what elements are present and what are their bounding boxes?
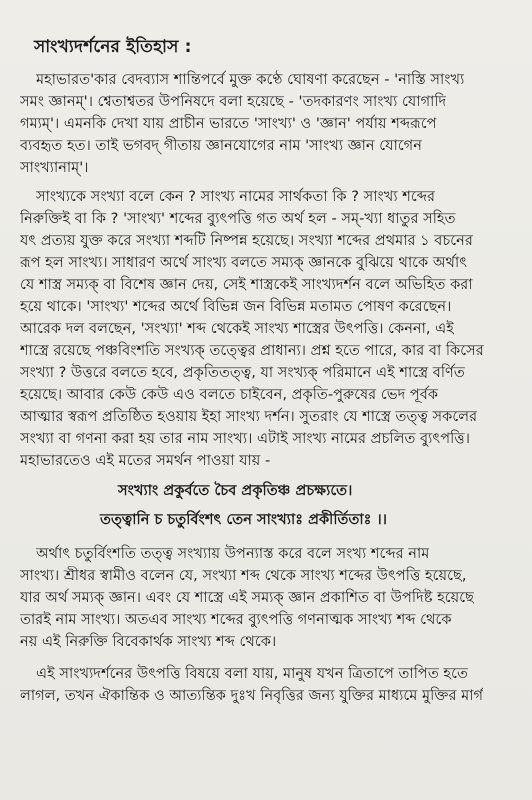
text-line: সাংখ্য। শ্রীধর স্বামীও বলেন যে, সংখ্যা শব্দ থেকে সাংখ্য শব্দের উৎপত্তি হয়েছে, (20, 567, 467, 584)
page-heading: সাংখ্যদর্শনের ইতিহাস : (34, 37, 192, 57)
text-line: যে শাস্ত্র সম্যক্ বা বিশেষ জ্ঞান দেয়, সেই শাস্ত্রকেই সাংখ্যদর্শন বলে অভিহিত করা (20, 276, 473, 293)
text-line: সাংখ্যানাম্'। (20, 159, 89, 176)
text-line: নয় এই নিরুক্তি বিবেকার্থক সাংখ্য শব্দ থেকে। (20, 633, 277, 650)
text-line: আরেক দল বলছেন, 'সংখ্যা' শব্দ থেকেই সাংখ্য শাস্ত্রের উৎপত্তি। কেননা, এই (20, 320, 454, 337)
text-line: মহাভারত'কার বেদব্যাস শান্তিপর্বে মুক্ত কণ্ঠে ঘোষণা করেছেন - 'নাস্তি সাংখ্য (36, 71, 465, 88)
text-line: মহাভারতেও এই মতের সমর্থন পাওয়া যায় - (20, 452, 271, 469)
verse-line: তত্ত্বানি চ চতুর্বিংশৎ তেন সাংখ্যাঃ প্রকীর্তিতাঃ ।। (100, 511, 387, 528)
text-line: হয়েছে। আবার কেউ কেউ এও বলতে চাইবেন, প্রকৃতি-পুরুষের ভেদ পূর্বক (20, 386, 439, 403)
text-line: রূপ হল সাংখ্য। সাধারণ অর্থে সাংখ্য বলতে সম্যক্ জ্ঞানকে বুঝিয়ে থাকে অর্থাৎ (20, 254, 468, 271)
text-line: এই সাংখ্যদর্শনের উৎপত্তি বিষয়ে বলা যায়, মানুষ যখন ত্রিতাপে তাপিত হতে (36, 665, 468, 682)
text-line: যার অর্থ সম্যক্ জ্ঞান। এবং যে শাস্ত্রে এই সম্যক্ জ্ঞান প্রকাশিত বা উপদিষ্ট হয়েছে (20, 589, 474, 606)
text-line: সংখ্যা ? উত্তরে বলতে হবে, প্রকৃতিতত্ত্ব, যা সংখ্যক্ পরিমানে এই শাস্ত্রে বর্ণিত (20, 364, 465, 381)
text-line: সংখ্যা বা গণনা করা হয় তার নাম সাংখ্য। এটাই সাংখ্য নামের প্রচলিত ব্যুৎপত্তি। (20, 430, 470, 447)
text-line: তারই নাম সাংখ্য। অতএব সাংখ্য শব্দের ব্যুৎপত্তি গণনাত্মক সাংখ্য শব্দ থেকে (20, 611, 452, 628)
verse-line: সংখ্যাং প্রকুর্বতে চৈব প্রকৃতিঞ্চ প্রচক্ষ্যতে। (118, 482, 353, 499)
text-line: হয়ে থাকে। 'সাংখ্য' শব্দের অর্থে বিভিন্ন জন বিভিন্ন মতামত পোষণ করেছেন। (20, 298, 452, 315)
text-line: সাংখ্যকে সংখ্যা বলে কেন ? সাংখ্য নামের সার্থকতা কি ? সাংখ্য শব্দের (36, 188, 435, 205)
text-line: লাগল, তখন ঐকান্তিক ও আত্যন্তিক দুঃখ নিবৃত্তির জন্য যুক্তির মাধ্যমে মুক্তির মার্গ (20, 687, 484, 704)
text-line: আত্মার স্বরূপ প্রতিষ্ঠিত হওয়ায় ইহা সাংখ্য দর্শন। সুতরাং যে শাস্ত্রে তত্ত্ব সকলের (20, 408, 478, 425)
text-line: নিরুক্তিই বা কি ? 'সাংখ্য' শব্দের ব্যুৎপত্তি গত অর্থ হল - সম্-খ্যা ধাতুর সহিত (20, 210, 456, 227)
text-line: যৎ প্রত্যয় যুক্ত করে সংখ্যা শব্দটি নিষ্পন্ন হয়েছে। সংখ্যা শব্দের প্রথমার ১ বচনের (20, 232, 473, 249)
text-line: গম্যম্'। এমনকি দেখা যায় প্রাচীন ভারতে 'সাংখ্য' ও 'জ্ঞান' পর্যায় শব্দরূপে (20, 115, 437, 132)
text-line: সমং জ্ঞানম্'। শ্বেতাশ্বতর উপনিষদে বলা হয়েছে - 'তদকারণং সাংখ্য যোগাদি (20, 93, 447, 110)
text-line: অর্থাৎ চতুর্বিংশতি তত্ত্ব সংখ্যায় উপন্যাস্ত করে বলে সংখ্য শব্দের নাম (36, 545, 430, 562)
text-line: শাস্ত্রে রয়েছে পঞ্চবিংশতি সংখ্যক্ তত্ত্বের প্রাধান্য। প্রশ্ন হতে পারে, কার বা কিসের (20, 342, 484, 359)
text-line: ব্যবহৃত হত। তাই ভগবদ্ গীতায় জ্ঞানযোগের নাম 'সাংখ্য জ্ঞান যোগেন (20, 137, 422, 154)
